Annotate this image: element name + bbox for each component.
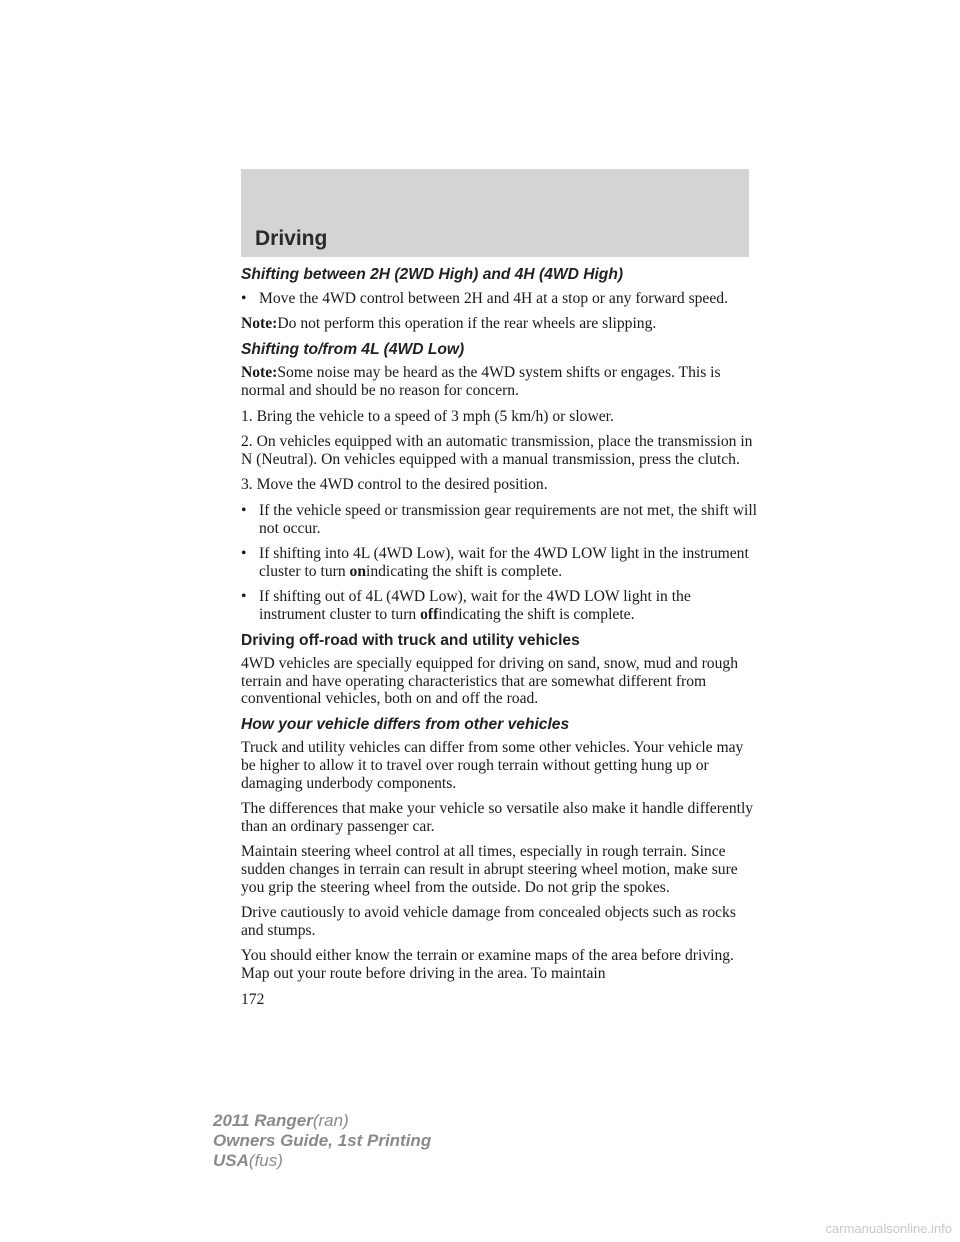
note-text: Some noise may be heard as the 4WD system shifts or engages. This is normal and should be no reason for concern. (241, 364, 721, 399)
page-number: 172 (241, 990, 265, 1008)
footer-market: USA (213, 1151, 249, 1170)
bullet-icon: • (241, 588, 247, 606)
list-item-text: If the vehicle speed or transmission gear requirements are not met, the shift will not occur. (259, 501, 757, 537)
section-header-band (241, 169, 749, 257)
step-2: 2. On vehicles equipped with an automatic transmission, place the transmission in N (Neutral). On vehicles equipped with a manual transmission, press the clutch. (241, 433, 753, 468)
heading-vehicle-differences: How your vehicle differs from other vehicles (241, 715, 570, 733)
list-item-text: Move the 4WD control between 2H and 4H at a stop or any forward speed. (259, 289, 728, 307)
text-run: If shifting out of 4L (4WD Low), wait for the 4WD LOW light in the instrument cluster to turn (259, 588, 691, 623)
bullet-icon: • (241, 501, 247, 519)
paragraph: Drive cautiously to avoid vehicle damage from concealed objects such as rocks and stumps. (241, 904, 736, 939)
text-run: If shifting into 4L (4WD Low), wait for the 4WD LOW light in the instrument cluster to turn (259, 545, 749, 580)
paragraph: 4WD vehicles are specially equipped for driving on sand, snow, mud and rough terrain and have operating characteristics that are somewhat different from conventional vehicles, both on and off the road. (241, 655, 738, 708)
heading-off-road: Driving off-road with truck and utility vehicles (241, 631, 580, 649)
note-text: Do not perform this operation if the rear wheels are slipping. (277, 315, 657, 333)
emphasis-on: on (349, 562, 366, 580)
watermark: carmanualsonline.info (825, 1221, 952, 1236)
note-paragraph (241, 315, 761, 333)
section-title: Driving (255, 227, 328, 250)
paragraph: Maintain steering wheel control at all times, especially in rough terrain. Since sudden changes in terrain can result in abrupt steering wheel motion, make sure you grip the steering wheel from the outside. Do not grip the spokes. (241, 843, 738, 896)
list-item (241, 290, 761, 308)
page-content (241, 266, 761, 1016)
step-1: 1. Bring the vehicle to a speed of 3 mph (5 km/h) or slower. (241, 407, 614, 425)
list-item-text (259, 588, 761, 623)
note-paragraph (241, 364, 761, 399)
emphasis-off: off (420, 605, 439, 623)
heading-shift-2h-4h: Shifting between 2H (2WD High) and 4H (4WD High) (241, 266, 624, 283)
paragraph: Truck and utility vehicles can differ from some other vehicles. Your vehicle may be higher to allow it to travel over rough terrain without getting hung up or damaging underbody components. (241, 739, 744, 792)
heading-shift-4l: Shifting to/from 4L (4WD Low) (241, 340, 465, 358)
bullet-icon: • (241, 289, 247, 307)
paragraph: You should either know the terrain or examine maps of the area before driving. Map out your route before driving in the area. To maintain (241, 947, 734, 982)
footer-line-2: Owners Guide, 1st Printing (213, 1131, 432, 1150)
print-footer (213, 1111, 431, 1171)
list-item (241, 502, 761, 537)
text-run: indicating the shift is complete. (366, 562, 563, 580)
bullet-icon: • (241, 545, 247, 563)
footer-line-1 (213, 1111, 431, 1131)
list-item (241, 588, 761, 623)
paragraph: The differences that make your vehicle so versatile also make it handle differently than an ordinary passenger car. (241, 800, 754, 835)
text-run: indicating the shift is complete. (438, 605, 635, 623)
footer-model-code: (ran) (312, 1111, 349, 1130)
footer-line-3 (213, 1151, 431, 1171)
list-item (241, 545, 761, 580)
note-label: Note: (241, 364, 278, 382)
note-label: Note: (241, 315, 278, 333)
footer-model: 2011 Ranger (213, 1111, 313, 1130)
list-item-text (259, 545, 761, 580)
footer-market-code: (fus) (248, 1151, 283, 1170)
step-3: 3. Move the 4WD control to the desired position. (241, 476, 548, 494)
